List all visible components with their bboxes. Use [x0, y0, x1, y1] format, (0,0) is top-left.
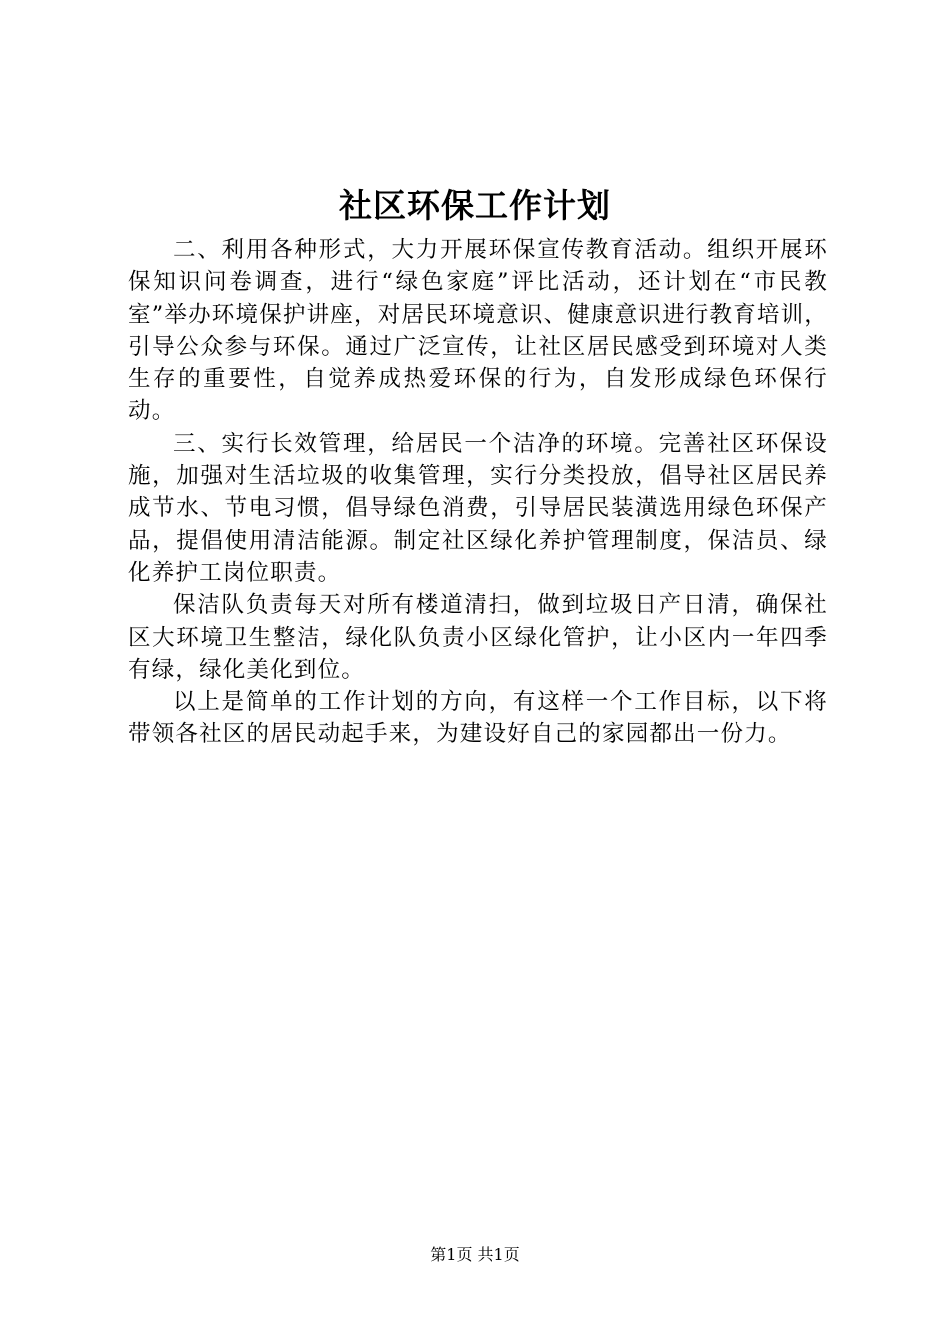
paragraph-conclusion: 以上是简单的工作计划的方向，有这样一个工作目标，以下将带领各社区的居民动起手来，为建设好自己的家园都出一份力。 [128, 689, 828, 748]
paragraph-cleaning: 保洁队负责每天对所有楼道清扫，做到垃圾日产日清，确保社区大环境卫生整洁，绿化队负责小区绿化管护，让小区内一年四季有绿，绿化美化到位。 [128, 592, 828, 683]
document-title: 社区环保工作计划 [339, 186, 611, 225]
paragraph-management: 三、实行长效管理，给居民一个洁净的环境。完善社区环保设施，加强对生活垃圾的收集管理，实行分类投放，倡导社区居民养成节水、节电习惯，倡导绿色消费，引导居民装潢选用绿色环保产品，提倡使用清洁能源。制定社区绿化养护管理制度，保洁员、绿化养护工岗位职责。 [128, 430, 828, 586]
paragraph-publicity: 二、利用各种形式，大力开展环保宣传教育活动。组织开展环保知识问卷调查，进行“绿色家庭”评比活动，还计划在“市民教室”举办环境保护讲座，对居民环境意识、健康意识进行教育培训，引导公众参与环保。通过广泛宣传，让社区居民感受到环境对人类生存的重要性，自觉养成热爱环保的行为，自发形成绿色环保行动。 [128, 237, 829, 425]
page-footer: 第1页 共1页 [430, 1245, 520, 1264]
document-body [128, 234, 828, 751]
